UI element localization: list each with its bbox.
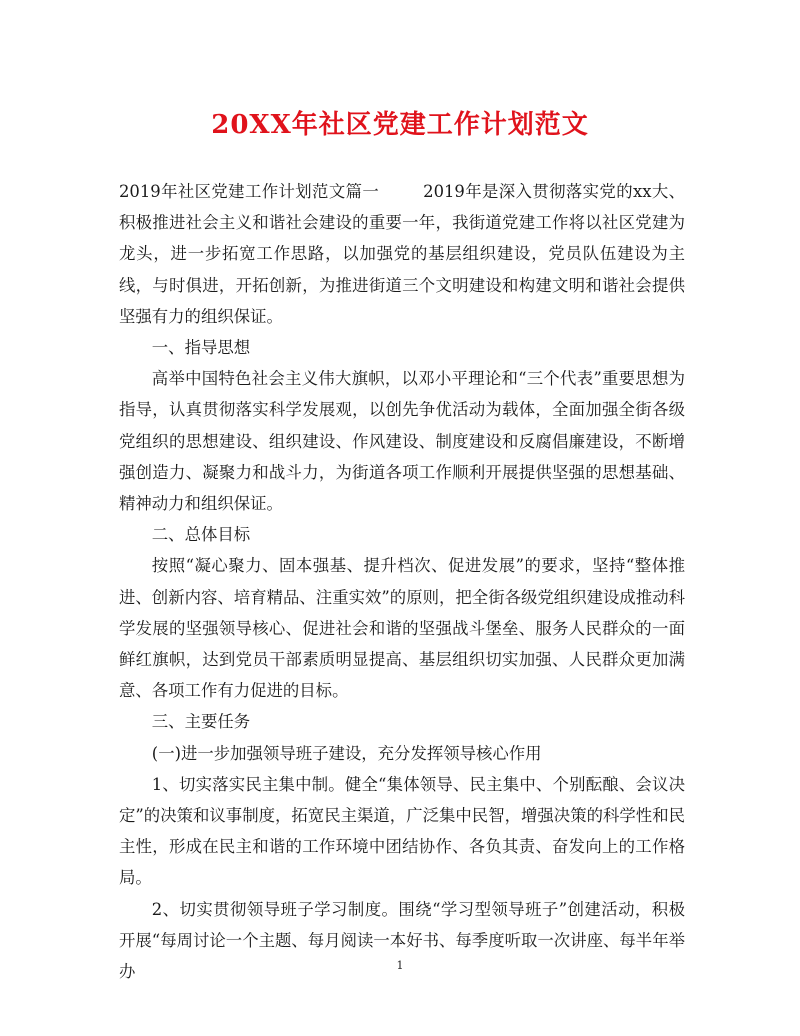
paragraph: 按照“凝心聚力、固本强基、提升档次、促进发展”的要求，坚持“整体推进、创新内容、培育精品、注重实效”的原则，把全街各级党组织建设成推动科学发展的坚强领导核心、促进社会和谐的坚强战斗堡垒、服务人民群众的一面鲜红旗帜，达到党员干部素质明显提高、基层组织切实加强、人民群众更加满意、各项工作有力促进的目标。 (119, 556, 685, 701)
subsection-heading: (一)进一步加强领导班子建设，充分发挥领导核心作用 (151, 743, 542, 763)
document-body (119, 176, 685, 987)
paragraph: 1、切实落实民主集中制。健全“集体领导、民主集中、个别酝酿、会议决定”的决策和议事制度，拓宽民主渠道，广泛集中民智，增强决策的科学性和民主性，形成在民主和谐的工作环境中团结协作、各负其责、奋发向上的工作格局。 (119, 774, 685, 888)
section-heading: 三、主要任务 (151, 712, 251, 732)
paragraph-lead: 2019年社区党建工作计划范文篇一 (119, 182, 380, 201)
section-heading: 二、总体目标 (151, 525, 251, 545)
section-heading: 一、指导思想 (151, 338, 251, 358)
paragraph: 高举中国特色社会主义伟大旗帜，以邓小平理论和“三个代表”重要思想为指导，认真贯彻落实科学发展观，以创先争优活动为载体，全面加强全街各级党组织的思想建设、组织建设、作风建设、制度建设和反腐倡廉建设，不断增强创造力、凝聚力和战斗力，为街道各项工作顺利开展提供坚强的思想基础、精神动力和组织保证。 (119, 369, 685, 514)
page-number: 1 (396, 959, 404, 972)
document-title: 20XX年社区党建工作计划范文 (211, 110, 589, 140)
paragraph-intro (119, 176, 685, 332)
paragraph-text: 2019年是深入贯彻落实党的xx大、积极推进社会主义和谐社会建设的重要一年，我街道党建工作将以社区党建为龙头，进一步拓宽工作思路，以加强党的基层组织建设，党员队伍建设为主线，与时俱进，开拓创新，为推进街道三个文明建设和构建文明和谐社会提供坚强有力的组织保证。 (119, 182, 685, 326)
paragraph: 2、切实贯彻领导班子学习制度。围绕“学习型领导班子”创建活动，积极开展“每周讨论一个主题、每月阅读一本好书、每季度听取一次讲座、每半年举办 (119, 899, 685, 982)
